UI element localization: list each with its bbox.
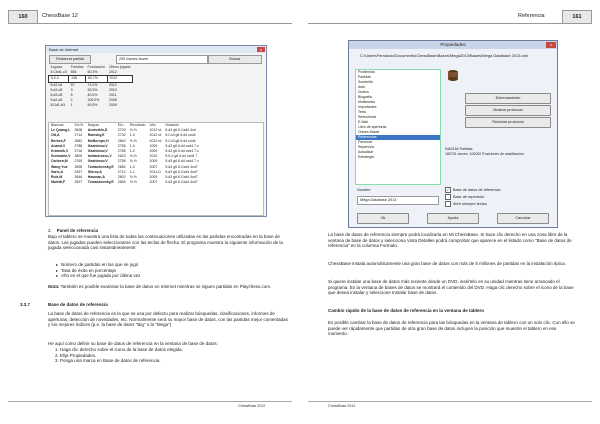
paragraph-1: La base de datos de referencia siempre podrá localizarla en Mi ChessBase. Si hace clic derecho en una zona libre de la ventana de base de datos y selecciona Vista Detalles podrá comprobar que aparece en el listado como "Base de datos de referencia" en la columna Formato.: [328, 232, 572, 249]
database-info: [445, 147, 545, 156]
table-cell: Rolz,M: [51, 175, 63, 180]
always-open-checkbox[interactable]: [445, 201, 487, 207]
cancel-button[interactable]: Cancelar: [497, 213, 549, 224]
table-cell: 2009: [149, 175, 158, 180]
table-cell: 2012: [107, 76, 132, 82]
help-button[interactable]: Ayuda: [427, 213, 479, 224]
table-cell: 138: [69, 76, 86, 82]
bullet-item: ▸ Tasa de éxito en porcentaje: [62, 268, 292, 274]
table-cell: Gashimov,V: [87, 149, 108, 154]
name-label: Nombre: [357, 188, 371, 192]
repertoire-checkbox-label: Base de repertorio: [453, 195, 485, 199]
section-title: Base de datos de referencia: [48, 302, 108, 307]
column-header[interactable]: Elo B.: [74, 123, 84, 127]
table-cell: 2012 rd: [149, 138, 162, 143]
list-item[interactable]: Reeuchead: [358, 115, 376, 119]
table-cell: Wang Yue: [51, 164, 68, 169]
table-cell: Hasman,A: [87, 175, 105, 180]
table-cell: 2012: [109, 82, 117, 87]
table-cell: ½-½: [129, 128, 137, 133]
table-cell: 2758: [117, 149, 126, 154]
reset-game-button[interactable]: Restaurar partida: [49, 55, 91, 64]
table-cell: 2011: [109, 93, 117, 98]
column-header[interactable]: Negras: [87, 123, 100, 127]
reference-checkbox[interactable]: [445, 187, 501, 193]
table-cell: Gashimov,V: [87, 159, 108, 164]
table-cell: ½-½: [129, 180, 137, 185]
dialog-title: Propiedades: [349, 41, 557, 49]
column-header[interactable]: Año: [149, 123, 156, 127]
note-label: Nota:: [48, 284, 60, 289]
table-cell: 2597: [74, 180, 83, 185]
table-cell: 33.3%: [87, 87, 98, 92]
list-item[interactable]: Actualizar: [358, 150, 374, 154]
list-item[interactable]: Clases Mader: [358, 130, 380, 134]
table-cell: 2009: [149, 149, 158, 154]
table-cell: Iordachescu,V: [87, 154, 112, 159]
reset-protocol-button[interactable]: Reiniciar protocolo: [465, 117, 551, 128]
table-cell: ½-½: [129, 138, 137, 143]
note-text: También es posible examinar la base de datos en Internet mientras se siguen partidas en Playchess.com.: [59, 284, 272, 289]
list-item[interactable]: Duelos: [358, 90, 369, 94]
section-number: 3.3.7: [20, 302, 31, 307]
ok-button[interactable]: Ok: [357, 213, 409, 224]
table-cell: 5: [70, 93, 73, 98]
table-cell: ½-½: [129, 159, 137, 164]
bullet-item: ▸ Año en el que fue jugada por última vez: [62, 273, 292, 279]
training-button[interactable]: Entrenamiento: [465, 93, 551, 104]
table-cell: Gashimov,V: [87, 143, 108, 148]
table-cell: 2010: [149, 154, 158, 159]
steps-list: [48, 347, 290, 364]
table-cell: 2009: [149, 159, 158, 164]
search-button[interactable]: Buscar: [208, 55, 262, 64]
table-cell: 60.3%: [87, 70, 98, 75]
table-cell: 2012 rd: [149, 128, 162, 133]
list-item[interactable]: Libro de aperturas: [358, 125, 387, 129]
paragraph-4: Es posible cambiar la base de datos de referencia para las búsquedas en la ventana de tablero con un solo clic. Con ello se puede ver rápidamente que partidas de otra gran base de datos incluyen la posición que muestre el tablero en ese momento.: [328, 320, 575, 337]
table-cell: 2012 rd: [149, 133, 162, 138]
table-cell: Shirov,A: [87, 169, 102, 174]
list-item[interactable]: Biografia: [358, 95, 372, 99]
list-item[interactable]: Partidas: [358, 75, 371, 79]
checkbox-icon: [445, 194, 451, 200]
header-rule: [8, 23, 292, 24]
table-cell: 2646: [74, 175, 83, 180]
table-cell: Andreikin,D: [87, 128, 108, 133]
name-field[interactable]: Mega Database 2013: [357, 196, 439, 205]
table-cell: 5.d3 g6 6.Cxd4 4xd7: [165, 169, 198, 174]
list-item[interactable]: Problemas: [358, 70, 375, 74]
footer-rule: [308, 401, 592, 402]
item-number: 2.: [48, 228, 57, 233]
column-header[interactable]: Blancas: [51, 123, 64, 127]
table-cell: Ott,A: [51, 133, 60, 138]
table-cell: 5.Cbd1-c3: [50, 70, 67, 75]
list-item[interactable]: Sombrilla: [358, 80, 373, 84]
table-cell: 2694: [117, 180, 126, 185]
table-cell: 2732: [117, 133, 126, 138]
list-item[interactable]: Repertorio: [358, 145, 375, 149]
table-cell: Tomashevsky,E: [87, 180, 114, 185]
close-icon[interactable]: x: [257, 47, 265, 52]
bullet-item: ▸ Número de partidas en las que se jugó: [62, 262, 292, 268]
table-cell: 2608: [74, 128, 83, 133]
footer-rule: [8, 401, 292, 402]
checkbox-checked-icon: ✓: [446, 188, 450, 192]
move-row[interactable]: [49, 103, 133, 108]
reference-panel-section: [48, 228, 288, 234]
list-item[interactable]: Personal: [358, 140, 372, 144]
step-item: 1. Haga clic derecho sobre el icono de la base de datos elegida.: [60, 347, 290, 353]
table-cell: 5.Cc3 g6 6.d4 cxd4: [165, 138, 196, 143]
database-path: C:\Users\Fernando\Documents\ChessBase\Bases\Mega2013\Bases\Mega Database 2013.cbh: [359, 53, 529, 58]
table-cell: 1-0: [129, 133, 135, 138]
subheading: Cambio rápido de la base de datos de referencia en la ventana de tablero: [328, 308, 485, 313]
list-item[interactable]: Multimedia: [358, 100, 375, 104]
table-cell: 5.d2-d3: [50, 93, 63, 98]
game-row[interactable]: [49, 180, 201, 185]
table-cell: 1: [70, 103, 73, 108]
table-cell: 554: [70, 70, 77, 75]
column-header[interactable]: Partidas: [70, 65, 84, 69]
table-cell: 5.Dd1-b3: [50, 103, 65, 108]
games-count: 5462164 Partidas: [445, 147, 473, 151]
table-cell: Maletti,F: [51, 180, 66, 185]
table-cell: 100.0%: [87, 98, 100, 103]
table-cell: 57: [70, 82, 75, 87]
list-item[interactable]: Adm: [358, 85, 366, 89]
table-cell: 1-0: [129, 164, 135, 169]
table-cell: 2009: [109, 103, 117, 108]
table-cell: 2809: [74, 154, 83, 159]
header-title: Referencia: [518, 13, 545, 19]
table-cell: 5.0-0: [49, 76, 69, 82]
table-cell: Saric,A: [51, 169, 64, 174]
table-cell: 5.d3 g6 6.Cxd4 4xd7: [165, 164, 198, 169]
table-cell: 2712: [117, 169, 126, 174]
checkbox-icon: [445, 201, 451, 207]
table-cell: 2758: [117, 143, 126, 148]
table-cell: 1-0: [129, 149, 135, 154]
category-list[interactable]: [355, 69, 441, 185]
table-cell: 2623: [117, 154, 126, 159]
table-cell: 5.d3 g6 6.Cxd4 4xd7: [165, 175, 198, 180]
table-cell: 5.d2-d4: [50, 82, 63, 87]
table-cell: Ramsby,E: [87, 133, 105, 138]
show-protocol-button[interactable]: Mostrar protocolo: [465, 105, 551, 116]
info-bullets: [52, 262, 292, 279]
table-cell: 2765: [74, 159, 83, 164]
table-cell: Tomashevsky,E: [87, 164, 114, 169]
table-cell: Berkes,F: [51, 138, 66, 143]
table-cell: 5.d3 g6 6.Cxd4 4xd7: [165, 180, 198, 185]
table-cell: 5.d3 g6 6.d4 cxd4 7.c: [165, 149, 199, 154]
table-cell: 2011-D: [149, 169, 161, 174]
database-icon: [447, 69, 459, 81]
item-intro: Bajo el tablero se muestra una lista de todas las continuaciones utilizadas en las partidas encontradas en la base de datos. Las jugadas pueden seleccionarse con las teclas de flecha. El programa muestra la siguiente información de la jugada seleccionada casi instantáneamente:: [48, 234, 283, 251]
table-cell: 1-1: [129, 169, 135, 174]
table-cell: 5.d3 g6 6.d4 cxd4 7.c: [165, 143, 199, 148]
table-cell: 2010: [109, 87, 117, 92]
table-cell: 2602: [117, 175, 126, 180]
table-cell: 2654: [117, 164, 126, 169]
step-item: 2. Elija Propiedades.: [60, 353, 290, 359]
table-cell: Durmakin,V: [51, 154, 71, 159]
header-rule: [308, 23, 592, 24]
table-cell: 2709: [117, 128, 126, 133]
column-header[interactable]: Puntuación: [87, 65, 106, 69]
table-cell: 5.d3 g6 6.Cxd4 4xd: [165, 128, 196, 133]
column-header[interactable]: Último jugada: [109, 65, 131, 69]
column-header[interactable]: Jugada: [50, 65, 62, 69]
window-title: Base de Internet: [46, 46, 266, 53]
table-cell: 2009: [149, 143, 158, 148]
moves-table: [48, 65, 133, 109]
item-title: Panel de referencia: [56, 228, 99, 233]
table-cell: Kramnik,V: [51, 149, 69, 154]
table-cell: 2698: [74, 164, 83, 169]
paragraph-2: ChessBase instala automáticamente una gran base de datos con más de 5 millones de partidas en la instalación típica.: [328, 261, 566, 266]
column-header[interactable]: Elo...: [117, 123, 126, 127]
list-item[interactable]: E-Mail: [358, 120, 368, 124]
table-cell: 2012: [109, 70, 117, 75]
paragraph-3: Si quiere instalar una base de datos más reciente desde un DVD, insértelo en su unidad mientras tiene arrancado el programa. En la ventana de bases de datos se mostrará el contenido del DVD. Haga clic derecho sobre el icono de la base que desea instalar y seleccione Instalar base de datos.: [328, 279, 574, 296]
page-number: 161: [562, 10, 592, 24]
table-cell: 5.d3 g6 6.d4 cxd4 7.c: [165, 159, 199, 164]
repertoire-checkbox[interactable]: [445, 194, 484, 200]
page-number: 160: [8, 10, 38, 24]
table-cell: 2682: [74, 138, 83, 143]
table-cell: 5.d2-d3: [50, 87, 63, 92]
close-icon[interactable]: x: [546, 42, 556, 48]
note-paragraph: [48, 284, 288, 290]
list-item[interactable]: Estrategia: [358, 155, 374, 159]
internet-database-window: [45, 45, 267, 217]
table-cell: 9: [70, 87, 73, 92]
list-item[interactable]: Referencias: [356, 135, 440, 140]
footer-text: ChessBase 2012: [238, 404, 266, 408]
table-cell: 40.0%: [87, 93, 98, 98]
step-item: 3. Ponga una marca en Base de datos de referencia.: [60, 358, 290, 364]
section-paragraph-1: La base de datos de referencia es la que se usa por defecto para realizar búsquedas, clasificaciones, informes de aperturas, detección de novedades, etc. Normalmente será su mayor base de datos, con las partidas mejor comentadas y los mejores índices (p.e. la base de datos "Big" o la "Mega"): [48, 311, 288, 328]
table-cell: 2640: [117, 138, 126, 143]
always-open-checkbox-label: Abrir siempre textos: [453, 202, 487, 206]
section-paragraph-2: He aquí como definir su base de datos de referencia en la ventana de base de datos:: [48, 341, 218, 346]
table-cell: 5.0-0 g6 6.d4 cxd4 7: [165, 154, 198, 159]
table-cell: 5.a2-a3: [50, 98, 63, 103]
table-cell: McBurnpn,H: [87, 138, 109, 143]
table-cell: 2758: [117, 159, 126, 164]
table-cell: 1-0: [129, 143, 135, 148]
table-cell: 2497: [74, 169, 83, 174]
table-cell: 71.0%: [87, 82, 98, 87]
table-cell: ½-½: [129, 154, 137, 159]
header-title: ChessBase 12: [42, 13, 78, 19]
table-cell: 60.7%: [86, 76, 108, 82]
table-cell: 50.0%: [87, 103, 98, 108]
list-item[interactable]: Texto: [358, 110, 367, 114]
footer-text: ChessBase 2012: [328, 404, 356, 408]
table-cell: Carlsen,M: [51, 159, 68, 164]
table-cell: 5.Cc3 g6 6.d4 cxd4: [165, 133, 196, 138]
reference-checkbox-label: Base de datos de referencia: [453, 188, 501, 192]
table-cell: ½-½: [129, 175, 137, 180]
right-page: [300, 0, 600, 424]
table-cell: 2007: [149, 180, 158, 185]
table-cell: 2008: [109, 98, 117, 103]
table-cell: Anand,V: [51, 143, 66, 148]
keys-info: 180701 claves. 100000 Posiciones de clasificación: [445, 151, 524, 156]
column-header[interactable]: Resultado: [129, 123, 146, 127]
table-cell: Le Quang,L: [51, 128, 71, 133]
table-cell: 2714: [74, 133, 83, 138]
table-cell: 2788: [74, 143, 83, 148]
list-item[interactable]: Importantes: [358, 105, 377, 109]
games-found-field: 269 Games found: [116, 55, 208, 64]
games-table: [49, 123, 201, 185]
table-cell: 2716: [74, 149, 83, 154]
column-header[interactable]: Notación: [165, 123, 180, 127]
properties-dialog: [348, 40, 558, 228]
table-cell: 2007: [149, 164, 158, 169]
table-cell: 2: [70, 98, 73, 103]
